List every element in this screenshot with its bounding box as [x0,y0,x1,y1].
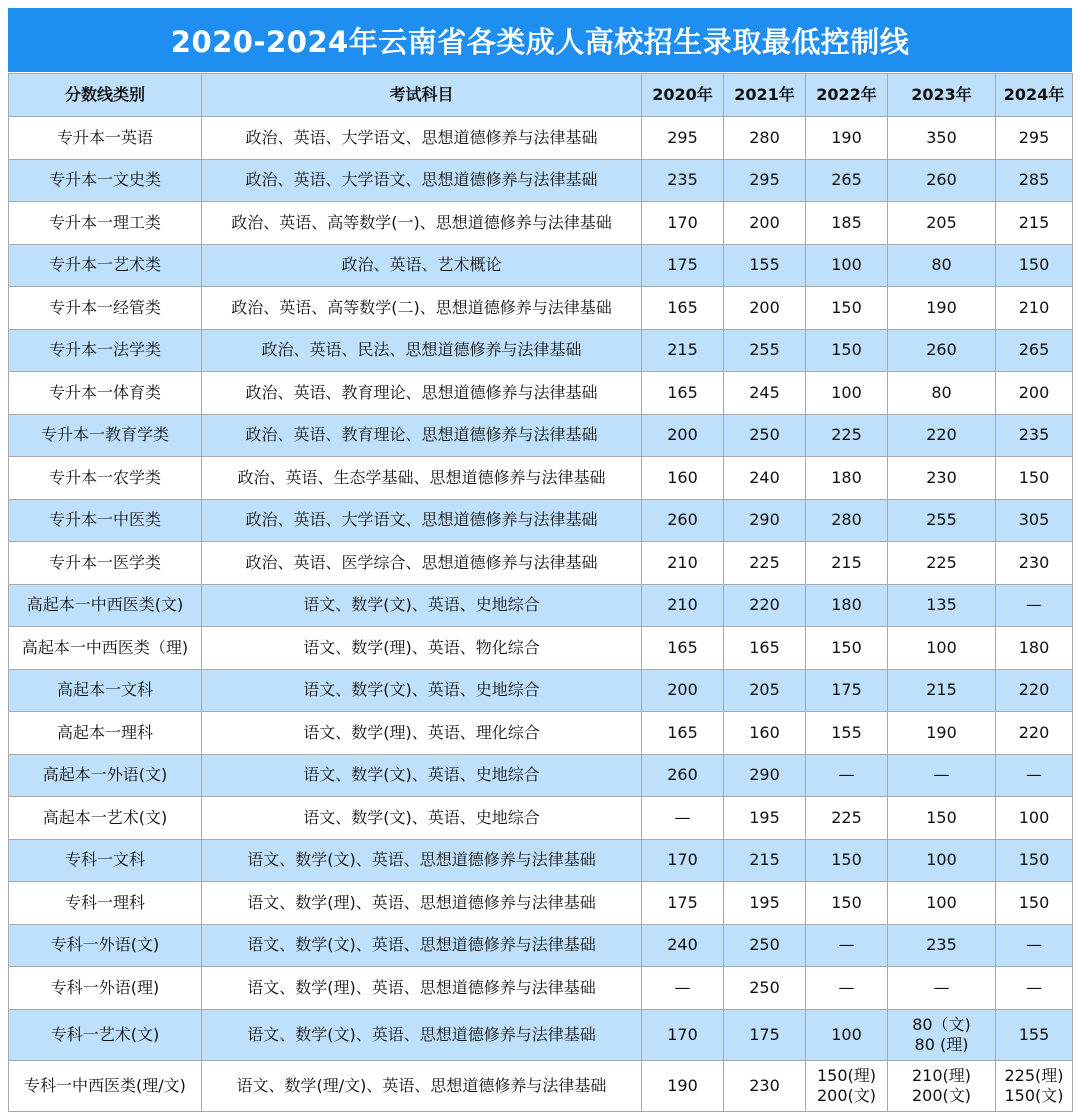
score-cell: 260 [642,754,724,797]
score-cell: 220 [996,669,1073,712]
score-cell: 150 [996,882,1073,925]
score-cell: 160 [724,712,806,755]
score-cell: 200 [996,372,1073,415]
score-cell [806,1060,888,1111]
score-line: 150(文) [1004,1085,1064,1105]
category-cell: 专科一理科 [9,882,202,925]
score-cell: 265 [996,329,1073,372]
score-cell: — [806,967,888,1010]
table-row [9,584,1073,627]
score-cell: 185 [806,202,888,245]
score-cell: 240 [642,924,724,967]
score-cell: 240 [724,457,806,500]
category-cell: 专科一外语(理) [9,967,202,1010]
score-cell: 305 [996,499,1073,542]
score-cell: 280 [724,117,806,160]
score-line: 210(理) [911,1065,972,1085]
score-cell: 210 [996,287,1073,330]
score-line: 80 (理) [914,1034,969,1054]
table-row [9,882,1073,925]
table-row [9,499,1073,542]
score-cell: 250 [724,967,806,1010]
category-cell: 高起本一艺术(文) [9,797,202,840]
subjects-cell: 语文、数学(文)、英语、思想道德修养与法律基础 [202,839,642,882]
score-cell: 165 [724,627,806,670]
score-cell: 205 [888,202,996,245]
score-cell: 150 [806,882,888,925]
score-cell: — [806,924,888,967]
score-cell: 280 [806,499,888,542]
subjects-cell: 政治、英语、大学语文、思想道德修养与法律基础 [202,159,642,202]
score-cell: — [996,584,1073,627]
score-cell: 235 [996,414,1073,457]
category-cell: 专科一中西医类(理/文) [9,1060,202,1111]
category-cell: 专升本一经管类 [9,287,202,330]
score-cell: 100 [806,372,888,415]
score-cell: 235 [642,159,724,202]
score-cell: 290 [724,754,806,797]
score-cell [888,1009,996,1060]
table-body [9,117,1073,1112]
score-cell: — [996,967,1073,1010]
subjects-cell: 政治、英语、大学语文、思想道德修养与法律基础 [202,499,642,542]
score-cell: 260 [888,329,996,372]
score-cell: 190 [642,1060,724,1111]
score-cell: 215 [806,542,888,585]
score-cell: 150 [806,839,888,882]
score-cell: 215 [888,669,996,712]
score-cell: 100 [806,1009,888,1060]
score-cell: 180 [806,457,888,500]
score-cell: 245 [724,372,806,415]
category-cell: 专升本一艺术类 [9,244,202,287]
subjects-cell: 政治、英语、教育理论、思想道德修养与法律基础 [202,414,642,457]
table-row [9,754,1073,797]
subjects-cell: 政治、英语、高等数学(一)、思想道德修养与法律基础 [202,202,642,245]
subjects-cell: 政治、英语、医学综合、思想道德修养与法律基础 [202,542,642,585]
score-cell: 100 [806,244,888,287]
score-cell: 295 [996,117,1073,160]
score-cell: 285 [996,159,1073,202]
category-cell: 专升本一理工类 [9,202,202,245]
subjects-cell: 语文、数学(文)、英语、思想道德修养与法律基础 [202,1009,642,1060]
table-row [9,244,1073,287]
table-row [9,1060,1073,1111]
score-cell: 220 [888,414,996,457]
subjects-cell: 语文、数学(文)、英语、史地综合 [202,584,642,627]
column-header: 2021年 [724,74,806,117]
score-cell: 200 [724,202,806,245]
score-cell: 190 [806,117,888,160]
category-cell: 专升本一农学类 [9,457,202,500]
score-cell: 155 [806,712,888,755]
score-cell: 255 [724,329,806,372]
table-row [9,372,1073,415]
table-row [9,287,1073,330]
score-cell [888,1060,996,1111]
subjects-cell: 政治、英语、艺术概论 [202,244,642,287]
category-cell: 专科一艺术(文) [9,1009,202,1060]
table-row [9,627,1073,670]
score-cell: 170 [642,202,724,245]
score-cell: 80 [888,372,996,415]
score-cell: 150 [996,244,1073,287]
score-cell: 200 [642,669,724,712]
table-row [9,159,1073,202]
column-header: 考试科目 [202,74,642,117]
score-cell: 250 [724,414,806,457]
subjects-cell: 语文、数学(理)、英语、物化综合 [202,627,642,670]
category-cell: 专升本一英语 [9,117,202,160]
score-cell: 195 [724,797,806,840]
score-cell: 215 [642,329,724,372]
score-cell: 220 [724,584,806,627]
score-cell: 165 [642,372,724,415]
header-row [9,74,1073,117]
score-cell: 170 [642,1009,724,1060]
score-cell: 215 [724,839,806,882]
subjects-cell: 语文、数学(文)、英语、史地综合 [202,669,642,712]
score-cell: 150 [806,287,888,330]
column-header: 2020年 [642,74,724,117]
score-cell: 260 [888,159,996,202]
category-cell: 专科一外语(文) [9,924,202,967]
category-cell: 高起本一理科 [9,712,202,755]
subjects-cell: 语文、数学(理)、英语、思想道德修养与法律基础 [202,967,642,1010]
score-line: 200(文) [911,1085,972,1105]
category-cell: 专升本一医学类 [9,542,202,585]
table-row [9,542,1073,585]
score-cell: — [806,754,888,797]
category-cell: 专科一文科 [9,839,202,882]
subjects-cell: 政治、英语、高等数学(二)、思想道德修养与法律基础 [202,287,642,330]
score-line: 150(理) [816,1065,877,1085]
score-line: 200(文) [816,1085,877,1105]
score-cell [996,1060,1073,1111]
score-cell: 255 [888,499,996,542]
score-cell: 180 [806,584,888,627]
table-row [9,967,1073,1010]
score-cell: 250 [724,924,806,967]
score-cell: 350 [888,117,996,160]
score-cell: — [642,797,724,840]
score-cell: 230 [724,1060,806,1111]
table-row [9,202,1073,245]
score-line: 80（文) [912,1014,971,1034]
table-row [9,839,1073,882]
score-cell: 295 [642,117,724,160]
column-header: 2022年 [806,74,888,117]
table-row [9,117,1073,160]
column-header: 2023年 [888,74,996,117]
score-cell: 135 [888,584,996,627]
score-cell: 150 [806,329,888,372]
score-cell: 150 [888,797,996,840]
subjects-cell: 政治、英语、教育理论、思想道德修养与法律基础 [202,372,642,415]
score-cell: 190 [888,712,996,755]
category-cell: 高起本一外语(文) [9,754,202,797]
score-cell: 205 [724,669,806,712]
table-row [9,457,1073,500]
category-cell: 专升本一法学类 [9,329,202,372]
category-cell: 高起本一中西医类(文) [9,584,202,627]
score-cell: 155 [724,244,806,287]
category-cell: 专升本一体育类 [9,372,202,415]
score-cell: — [888,754,996,797]
score-cell: 150 [996,457,1073,500]
score-table [8,73,1073,1112]
score-cell: 290 [724,499,806,542]
score-cell: 100 [888,627,996,670]
score-cell: 210 [642,584,724,627]
score-cell: 100 [888,882,996,925]
score-cell: 160 [642,457,724,500]
score-cell: 210 [642,542,724,585]
score-cell: 235 [888,924,996,967]
table-row [9,329,1073,372]
score-cell: 100 [996,797,1073,840]
score-cell: 165 [642,627,724,670]
subjects-cell: 语文、数学(理/文)、英语、思想道德修养与法律基础 [202,1060,642,1111]
category-cell: 高起本一中西医类（理) [9,627,202,670]
score-cell: 175 [724,1009,806,1060]
score-cell: 225 [806,414,888,457]
score-cell: 200 [642,414,724,457]
table-row [9,797,1073,840]
category-cell: 专升本一文史类 [9,159,202,202]
score-cell: 260 [642,499,724,542]
score-cell: 215 [996,202,1073,245]
score-cell: 220 [996,712,1073,755]
score-cell: — [996,754,1073,797]
subjects-cell: 语文、数学(理)、英语、思想道德修养与法律基础 [202,882,642,925]
score-cell: 180 [996,627,1073,670]
score-cell: 190 [888,287,996,330]
table-row [9,924,1073,967]
score-line: 225(理) [1004,1065,1064,1085]
column-header: 2024年 [996,74,1073,117]
table-row [9,1009,1073,1060]
score-cell: 175 [806,669,888,712]
score-cell: 100 [888,839,996,882]
category-cell: 高起本一文科 [9,669,202,712]
subjects-cell: 语文、数学(文)、英语、史地综合 [202,797,642,840]
score-cell: 295 [724,159,806,202]
score-cell: 165 [642,287,724,330]
table-row [9,669,1073,712]
score-cell: 195 [724,882,806,925]
score-cell: 230 [996,542,1073,585]
score-cell: — [888,967,996,1010]
subjects-cell: 语文、数学(理)、英语、理化综合 [202,712,642,755]
score-cell: — [996,924,1073,967]
score-cell: 175 [642,244,724,287]
column-header: 分数线类别 [9,74,202,117]
subjects-cell: 政治、英语、生态学基础、思想道德修养与法律基础 [202,457,642,500]
category-cell: 专升本一中医类 [9,499,202,542]
score-cell: 200 [724,287,806,330]
table-row [9,414,1073,457]
score-cell: 175 [642,882,724,925]
score-cell: 225 [724,542,806,585]
score-cell: 150 [806,627,888,670]
score-cell: — [642,967,724,1010]
score-cell: 225 [806,797,888,840]
score-cell: 155 [996,1009,1073,1060]
score-cell: 170 [642,839,724,882]
score-cell: 230 [888,457,996,500]
score-cell: 265 [806,159,888,202]
subjects-cell: 政治、英语、民法、思想道德修养与法律基础 [202,329,642,372]
page-title: 2020-2024年云南省各类成人高校招生录取最低控制线 [8,8,1072,72]
score-cell: 225 [888,542,996,585]
subjects-cell: 语文、数学(文)、英语、史地综合 [202,754,642,797]
table-row [9,712,1073,755]
category-cell: 专升本一教育学类 [9,414,202,457]
subjects-cell: 政治、英语、大学语文、思想道德修养与法律基础 [202,117,642,160]
score-cell: 150 [996,839,1073,882]
score-cell: 80 [888,244,996,287]
score-cell: 165 [642,712,724,755]
subjects-cell: 语文、数学(文)、英语、思想道德修养与法律基础 [202,924,642,967]
